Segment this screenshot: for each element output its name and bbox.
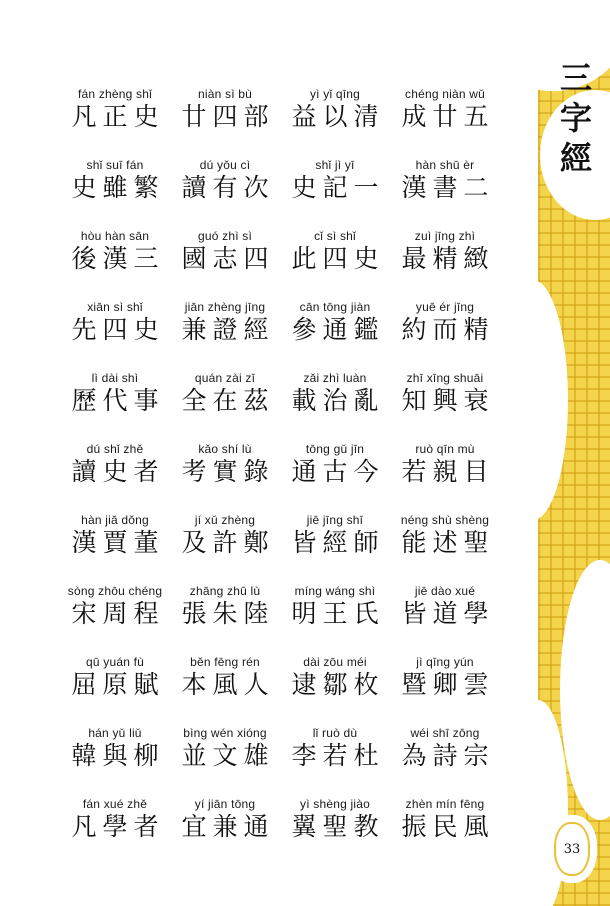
- brush-swirl-decoration: [538, 280, 568, 520]
- pinyin-text: jiē dào xué: [414, 584, 476, 598]
- pinyin-text: dài zōu méi: [303, 655, 367, 669]
- pinyin-text: shǐ suī fán: [86, 158, 144, 172]
- hanzi-text: 此四史: [291, 244, 385, 273]
- pinyin-text: dú shǐ zhě: [86, 442, 144, 456]
- hanzi-text: 兼證經: [181, 315, 275, 344]
- verse-row: [60, 796, 510, 867]
- verse-row: [60, 583, 510, 654]
- verse-cell: [390, 157, 500, 203]
- verse-cell: [60, 370, 170, 416]
- verse-cell: [390, 654, 500, 700]
- verse-cell: [170, 228, 280, 274]
- hanzi-text: 漢書二: [401, 173, 495, 202]
- pinyin-text: cǐ sì shǐ: [314, 229, 356, 243]
- verse-cell: [60, 157, 170, 203]
- pinyin-text: lǐ ruò dù: [312, 726, 358, 740]
- pinyin-text: hòu hàn sān: [80, 229, 150, 243]
- verse-row: [60, 228, 510, 299]
- pinyin-text: sòng zhōu chéng: [67, 584, 163, 598]
- verse-cell: [60, 654, 170, 700]
- hanzi-text: 通古今: [291, 457, 385, 486]
- verse-cell: [170, 370, 280, 416]
- brush-swirl-decoration: [560, 560, 610, 820]
- pinyin-text: běn fēng rén: [190, 655, 260, 669]
- verse-cell: [280, 583, 390, 629]
- verse-cell: [390, 86, 500, 132]
- pinyin-text: tōng gǔ jīn: [305, 442, 365, 456]
- pinyin-text: fán xué zhě: [82, 797, 148, 811]
- verse-cell: [60, 583, 170, 629]
- hanzi-text: 廿四部: [181, 102, 275, 131]
- verse-cell: [390, 228, 500, 274]
- pinyin-text: hàn jiǎ dǒng: [81, 513, 149, 527]
- hanzi-text: 先四史: [71, 315, 165, 344]
- verse-grid: [60, 86, 510, 867]
- hanzi-text: 約而精: [401, 315, 495, 344]
- verse-cell: [170, 441, 280, 487]
- pinyin-text: jí xǔ zhèng: [194, 513, 256, 527]
- pinyin-text: lì dài shì: [91, 371, 139, 385]
- hanzi-text: 翼聖教: [291, 812, 385, 841]
- pinyin-text: shǐ jì yī: [315, 158, 355, 172]
- pinyin-text: zhāng zhū lù: [189, 584, 261, 598]
- verse-cell: [390, 441, 500, 487]
- hanzi-text: 振民風: [401, 812, 495, 841]
- pinyin-text: dú yǒu cì: [199, 158, 251, 172]
- hanzi-text: 屈原賦: [71, 670, 165, 699]
- verse-cell: [390, 512, 500, 558]
- verse-cell: [60, 796, 170, 842]
- hanzi-text: 考實錄: [181, 457, 275, 486]
- verse-cell: [170, 583, 280, 629]
- hanzi-text: 全在茲: [181, 386, 275, 415]
- hanzi-text: 暨卿雲: [401, 670, 495, 699]
- verse-cell: [60, 86, 170, 132]
- pinyin-text: hàn shū èr: [415, 158, 475, 172]
- hanzi-text: 皆道學: [401, 599, 495, 628]
- hanzi-text: 及許鄭: [181, 528, 275, 557]
- verse-row: [60, 370, 510, 441]
- verse-row: [60, 725, 510, 796]
- pinyin-text: xiān sì shǐ: [87, 300, 143, 314]
- hanzi-text: 史雖繁: [71, 173, 165, 202]
- pinyin-text: guó zhì sì: [197, 229, 253, 243]
- hanzi-text: 明王氏: [291, 599, 385, 628]
- pinyin-text: zǎi zhì luàn: [303, 371, 367, 385]
- hanzi-text: 能述聖: [401, 528, 495, 557]
- hanzi-text: 漢賈董: [71, 528, 165, 557]
- page-number-badge: [550, 818, 594, 880]
- hanzi-text: 讀史者: [71, 457, 165, 486]
- verse-cell: [170, 796, 280, 842]
- hanzi-text: 讀有次: [181, 173, 275, 202]
- verse-cell: [390, 583, 500, 629]
- verse-cell: [60, 512, 170, 558]
- hanzi-text: 逮鄒枚: [291, 670, 385, 699]
- hanzi-text: 益以清: [291, 102, 385, 131]
- verse-cell: [60, 441, 170, 487]
- pinyin-text: hán yǔ liǔ: [88, 726, 142, 740]
- hanzi-text: 凡正史: [71, 102, 165, 131]
- hanzi-text: 參通鑑: [291, 315, 385, 344]
- verse-cell: [280, 228, 390, 274]
- verse-cell: [280, 654, 390, 700]
- verse-cell: [280, 512, 390, 558]
- pinyin-text: quán zài zī: [194, 371, 256, 385]
- hanzi-text: 凡學者: [71, 812, 165, 841]
- pinyin-text: bìng wén xióng: [183, 726, 267, 740]
- hanzi-text: 宋周程: [71, 599, 165, 628]
- book-title: [552, 58, 600, 178]
- pinyin-text: fán zhèng shǐ: [78, 87, 152, 101]
- verse-row: [60, 654, 510, 725]
- pinyin-text: yì shèng jiào: [300, 797, 370, 811]
- verse-cell: [390, 725, 500, 771]
- hanzi-text: 知興衰: [401, 386, 495, 415]
- pinyin-text: jiān zhèng jīng: [184, 300, 266, 314]
- verse-cell: [280, 157, 390, 203]
- verse-row: [60, 86, 510, 157]
- verse-cell: [170, 725, 280, 771]
- verse-cell: [170, 86, 280, 132]
- verse-row: [60, 157, 510, 228]
- hanzi-text: 國志四: [181, 244, 275, 273]
- pinyin-text: jiē jīng shī: [306, 513, 364, 527]
- verse-cell: [280, 299, 390, 345]
- title-char: 字: [559, 99, 592, 137]
- pinyin-text: jì qīng yún: [416, 655, 474, 669]
- hanzi-text: 李若杜: [291, 741, 385, 770]
- pinyin-text: yì yǐ qīng: [309, 87, 361, 101]
- hanzi-text: 宜兼通: [181, 812, 275, 841]
- hanzi-text: 若親目: [401, 457, 495, 486]
- verse-cell: [390, 796, 500, 842]
- verse-cell: [170, 157, 280, 203]
- verse-row: [60, 299, 510, 370]
- verse-row: [60, 441, 510, 512]
- verse-cell: [60, 299, 170, 345]
- pinyin-text: zuì jīng zhì: [414, 229, 476, 243]
- verse-cell: [170, 512, 280, 558]
- pinyin-text: míng wáng shì: [294, 584, 376, 598]
- hanzi-text: 本風人: [181, 670, 275, 699]
- pinyin-text: kǎo shí lù: [198, 442, 252, 456]
- verse-cell: [280, 725, 390, 771]
- verse-cell: [280, 370, 390, 416]
- pinyin-text: qū yuán fù: [85, 655, 145, 669]
- verse-row: [60, 512, 510, 583]
- pinyin-text: yí jiān tōng: [194, 797, 256, 811]
- hanzi-text: 韓與柳: [71, 741, 165, 770]
- hanzi-text: 史記一: [291, 173, 385, 202]
- hanzi-text: 最精緻: [401, 244, 495, 273]
- title-char: 經: [559, 139, 592, 177]
- verse-cell: [390, 370, 500, 416]
- hanzi-text: 歷代事: [71, 386, 165, 415]
- verse-cell: [280, 441, 390, 487]
- pinyin-text: néng shù shèng: [400, 513, 490, 527]
- hanzi-text: 載治亂: [291, 386, 385, 415]
- verse-cell: [60, 725, 170, 771]
- pinyin-text: zhī xīng shuāi: [406, 371, 484, 385]
- verse-cell: [280, 86, 390, 132]
- hanzi-text: 為詩宗: [401, 741, 495, 770]
- verse-cell: [390, 299, 500, 345]
- hanzi-text: 張朱陸: [181, 599, 275, 628]
- verse-cell: [60, 228, 170, 274]
- pinyin-text: cān tōng jiàn: [299, 300, 371, 314]
- pinyin-text: niàn sì bù: [197, 87, 253, 101]
- pinyin-text: yuē ér jīng: [415, 300, 475, 314]
- title-char: 三: [559, 59, 592, 97]
- badge-ring-decoration: [554, 822, 590, 876]
- verse-cell: [170, 299, 280, 345]
- hanzi-text: 並文雄: [181, 741, 275, 770]
- verse-cell: [170, 654, 280, 700]
- pinyin-text: wéi shī zōng: [410, 726, 480, 740]
- hanzi-text: 皆經師: [291, 528, 385, 557]
- pinyin-text: ruò qīn mù: [415, 442, 475, 456]
- pinyin-text: zhèn mín fēng: [405, 797, 485, 811]
- hanzi-text: 成廿五: [401, 102, 495, 131]
- verse-cell: [280, 796, 390, 842]
- page-number: 33: [563, 841, 581, 857]
- pinyin-text: chéng niàn wǔ: [405, 87, 485, 101]
- hanzi-text: 後漢三: [71, 244, 165, 273]
